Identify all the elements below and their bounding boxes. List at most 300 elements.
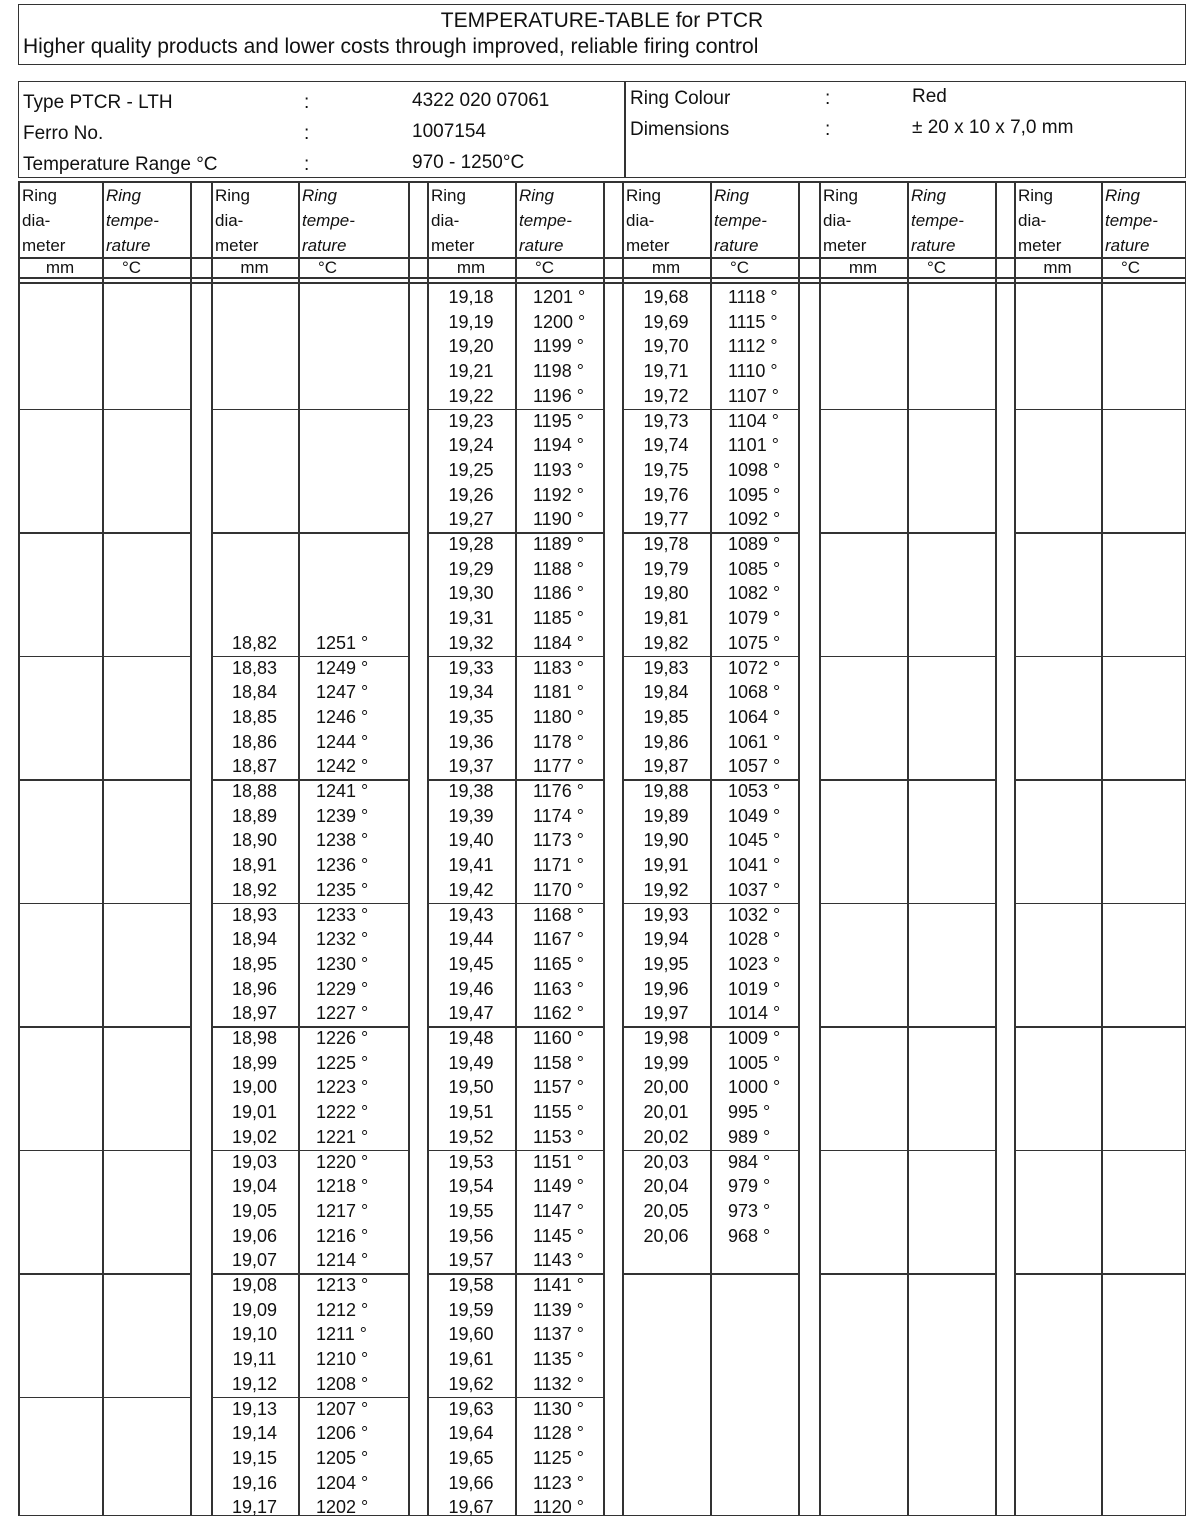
temperature-column-header xyxy=(1105,183,1158,258)
diameter-cell: 19,69 xyxy=(643,311,689,332)
temperature-cell: 1082 ° xyxy=(728,583,781,604)
temperature-cell: 1019 ° xyxy=(728,978,781,999)
temperature-cell: 1205 ° xyxy=(316,1447,369,1468)
group-row-rule xyxy=(1014,903,1186,905)
temperature-cell: 1061 ° xyxy=(728,731,781,752)
temperature-cell: 1195 ° xyxy=(533,410,584,431)
unit-celsius: °C xyxy=(1121,258,1141,277)
diameter-cell: 19,50 xyxy=(448,1077,494,1098)
temperature-cell: 1075 ° xyxy=(728,632,781,653)
temperature-cell: 1045 ° xyxy=(728,830,781,851)
group-row-rule xyxy=(1014,1273,1186,1275)
header-line: Ring xyxy=(22,186,57,205)
diameter-cell: 19,91 xyxy=(643,855,689,876)
temperature-cell: 1249 ° xyxy=(316,657,369,678)
group-row-rule xyxy=(18,779,190,781)
diameter-cell: 19,94 xyxy=(643,929,689,950)
temperature-cell: 1217 ° xyxy=(316,1200,369,1221)
temperature-cell: 1180 ° xyxy=(533,706,584,727)
table-top-rule xyxy=(18,181,1186,183)
diameter-cell: 20,05 xyxy=(643,1200,689,1221)
diameter-cell: 18,92 xyxy=(231,879,278,900)
temperature-cell: 1188 ° xyxy=(533,558,584,579)
temperature-cell: 1241 ° xyxy=(316,781,369,801)
table-vertical-rule xyxy=(515,181,517,1516)
header-line: dia- xyxy=(215,211,244,230)
diameter-cell: 19,75 xyxy=(643,459,689,480)
temperature-cell: 1226 ° xyxy=(316,1028,369,1048)
diameter-cell: 19,55 xyxy=(448,1200,494,1221)
diameter-cell: 19,60 xyxy=(448,1324,494,1345)
diameter-cell: 19,28 xyxy=(448,534,494,554)
temperature-cell: 1085 ° xyxy=(728,558,781,579)
diameter-cell: 19,56 xyxy=(448,1225,494,1246)
temperature-cell: 1216 ° xyxy=(316,1225,369,1246)
diameter-cell: 19,37 xyxy=(448,756,494,777)
dimensions-label: Dimensions xyxy=(630,119,730,140)
temperature-cell: 1165 ° xyxy=(533,953,584,974)
diameter-cell: 19,77 xyxy=(643,509,689,530)
temperature-cell: 1143 ° xyxy=(533,1250,584,1271)
diameter-cell: 18,85 xyxy=(231,706,278,727)
header-line: meter xyxy=(626,236,670,255)
diameter-cell: 19,11 xyxy=(232,1349,277,1370)
temperature-cell: 1137 ° xyxy=(533,1324,584,1345)
diameter-cell: 19,05 xyxy=(231,1200,278,1221)
temperature-cell: 1057 ° xyxy=(728,756,781,777)
diameter-cell: 19,33 xyxy=(448,657,494,678)
temperature-cell: 1186 ° xyxy=(533,583,584,604)
temperature-cell: 1120 ° xyxy=(533,1497,584,1518)
temperature-cell: 1092 ° xyxy=(728,509,781,530)
diameter-cell: 18,91 xyxy=(231,855,278,876)
diameter-cell: 19,86 xyxy=(643,731,689,752)
header-line: Ring xyxy=(302,186,337,205)
diameter-cell: 18,95 xyxy=(231,953,278,974)
group-row-rule xyxy=(819,532,995,534)
diameter-cell: 19,29 xyxy=(448,558,494,579)
diameter-cell: 19,17 xyxy=(231,1497,278,1518)
unit-mm: mm xyxy=(848,258,878,277)
temperature-table xyxy=(18,181,1186,1516)
diameter-cell: 19,41 xyxy=(448,855,494,876)
temperature-cell: 1123 ° xyxy=(533,1472,584,1493)
diameter-cell: 18,97 xyxy=(231,1003,278,1024)
diameter-cell: 19,23 xyxy=(448,410,494,431)
temperature-cell: 1230 ° xyxy=(316,953,369,974)
diameter-cell: 19,09 xyxy=(231,1299,278,1320)
temperature-cell: 1028 ° xyxy=(728,929,781,950)
temperature-cell: 973 ° xyxy=(728,1200,771,1221)
temperature-cell: 1192 ° xyxy=(533,484,584,505)
diameter-cell: 19,83 xyxy=(643,657,689,678)
temperature-cell: 1023 ° xyxy=(728,953,781,974)
temperature-cell: 1110 ° xyxy=(728,361,778,382)
header-line: meter xyxy=(215,236,259,255)
header-line: dia- xyxy=(823,211,852,230)
diameter-cell: 19,89 xyxy=(643,805,689,826)
diameter-cell: 19,26 xyxy=(448,484,494,505)
diameter-cell: 18,87 xyxy=(231,756,278,777)
header-line: meter xyxy=(823,236,867,255)
header-line: Ring xyxy=(519,186,554,205)
diameter-cell: 19,74 xyxy=(643,435,689,456)
header-line: tempe- xyxy=(519,211,572,230)
header-line: Ring xyxy=(911,186,946,205)
diameter-cell: 19,06 xyxy=(231,1225,278,1246)
temperature-cell: 1233 ° xyxy=(316,904,369,925)
temperature-cell: 1220 ° xyxy=(316,1151,369,1172)
temperature-cell: 1009 ° xyxy=(728,1028,781,1048)
range-value: 970 - 1250°C xyxy=(412,152,525,173)
diameter-cell: 19,01 xyxy=(231,1102,278,1123)
diameter-cell: 18,82 xyxy=(231,632,278,653)
header-line: tempe- xyxy=(106,211,159,230)
group-row-rule xyxy=(18,532,190,534)
header-line: Ring xyxy=(1018,186,1053,205)
temperature-cell: 1170 ° xyxy=(533,879,584,900)
temperature-cell: 1239 ° xyxy=(316,805,369,826)
table-vertical-rule xyxy=(1185,181,1187,1516)
temperature-cell: 1098 ° xyxy=(728,459,781,480)
diameter-cell: 19,21 xyxy=(448,361,494,382)
diameter-cell: 19,39 xyxy=(448,805,494,826)
diameter-cell: 19,18 xyxy=(448,287,494,307)
header-line: dia- xyxy=(22,211,51,230)
temperature-cell: 1032 ° xyxy=(728,904,781,925)
group-row-rule xyxy=(819,1150,995,1152)
temperature-cell: 1181 ° xyxy=(533,682,584,703)
diameter-cell: 19,58 xyxy=(448,1275,494,1295)
diameter-cell: 19,47 xyxy=(448,1003,494,1024)
diameter-cell: 19,72 xyxy=(643,385,689,406)
temperature-cell: 1221 ° xyxy=(316,1126,369,1147)
diameter-cell: 19,45 xyxy=(448,953,494,974)
diameter-cell: 19,43 xyxy=(448,904,494,925)
temperature-cell: 1163 ° xyxy=(533,978,584,999)
diameter-cell: 19,88 xyxy=(643,781,689,801)
temperature-cell: 1202 ° xyxy=(316,1497,369,1518)
diameter-cell: 19,35 xyxy=(448,706,494,727)
diameter-cell: 20,00 xyxy=(643,1077,689,1098)
diameter-cell: 19,95 xyxy=(643,953,689,974)
diameter-cell: 19,99 xyxy=(643,1052,689,1073)
header-line: dia- xyxy=(1018,211,1047,230)
diameter-cell: 19,61 xyxy=(448,1349,494,1370)
group-row-rule xyxy=(18,1026,190,1028)
header-line: rature xyxy=(302,236,347,255)
header-line: rature xyxy=(714,236,759,255)
header-line: tempe- xyxy=(1105,211,1158,230)
group-row-rule xyxy=(211,532,408,534)
temperature-cell: 1185 ° xyxy=(533,608,584,629)
colour-label: Ring Colour xyxy=(630,88,731,109)
group-row-rule xyxy=(819,1273,995,1275)
header-line: Ring xyxy=(823,186,858,205)
unit-celsius: °C xyxy=(122,258,142,277)
diameter-cell: 19,07 xyxy=(231,1250,278,1271)
temperature-cell: 1104 ° xyxy=(728,410,779,431)
diameter-cell: 20,02 xyxy=(643,1126,689,1147)
unit-celsius: °C xyxy=(535,258,555,277)
range-separator: : xyxy=(304,154,310,175)
temperature-column-header xyxy=(106,183,159,258)
diameter-cell: 19,81 xyxy=(643,608,689,629)
type-separator: : xyxy=(304,92,310,113)
temperature-cell: 1173 ° xyxy=(533,830,584,851)
temperature-cell: 1167 ° xyxy=(533,929,584,950)
group-row-rule xyxy=(1014,1026,1186,1028)
diameter-cell: 20,04 xyxy=(643,1176,689,1197)
diameter-cell: 18,88 xyxy=(231,781,278,801)
temperature-cell: 1218 ° xyxy=(316,1176,369,1197)
temperature-cell: 1064 ° xyxy=(728,706,781,727)
temperature-cell: 1183 ° xyxy=(533,657,584,678)
group-row-rule xyxy=(1014,656,1186,658)
title-box xyxy=(18,4,1186,65)
colour-value: Red xyxy=(912,86,947,107)
diameter-cell: 19,87 xyxy=(643,756,689,777)
temperature-cell: 1242 ° xyxy=(316,756,369,777)
group-row-rule xyxy=(819,779,995,781)
header-line: tempe- xyxy=(911,211,964,230)
unit-mm: mm xyxy=(1043,258,1072,277)
temperature-cell: 1206 ° xyxy=(316,1423,369,1444)
header-line: Ring xyxy=(215,186,250,205)
diameter-cell: 19,30 xyxy=(448,583,494,604)
header-line: tempe- xyxy=(714,211,767,230)
diameter-column-header xyxy=(1018,183,1061,258)
temperature-cell: 1244 ° xyxy=(316,731,369,752)
group-row-rule xyxy=(211,409,408,411)
temperature-cell: 1198 ° xyxy=(533,361,584,382)
temperature-cell: 1145 ° xyxy=(533,1225,584,1246)
group-row-rule xyxy=(1014,1150,1186,1152)
temperature-cell: 1184 ° xyxy=(533,632,584,653)
units-rule-double xyxy=(18,282,1186,284)
temperature-cell: 968 ° xyxy=(728,1225,771,1246)
header-line: dia- xyxy=(431,211,460,230)
diameter-cell: 19,19 xyxy=(448,311,494,332)
table-vertical-rule xyxy=(298,181,300,1516)
temperature-column-header xyxy=(911,183,964,258)
temperature-cell: 1049 ° xyxy=(728,805,781,826)
temperature-cell: 1189 ° xyxy=(533,534,584,554)
temperature-cell: 1232 ° xyxy=(316,929,369,950)
table-vertical-rule xyxy=(907,181,909,1516)
temperature-cell: 1246 ° xyxy=(316,706,369,727)
diameter-cell: 19,10 xyxy=(231,1324,278,1345)
ferro-value: 1007154 xyxy=(412,121,486,142)
temperature-cell: 1155 ° xyxy=(533,1102,584,1123)
temperature-cell: 1041 ° xyxy=(728,855,781,876)
header-line: Ring xyxy=(714,186,749,205)
diameter-cell: 18,83 xyxy=(231,657,278,678)
diameter-cell: 18,98 xyxy=(231,1028,278,1048)
dimensions-value: ± 20 x 10 x 7,0 mm xyxy=(912,117,1074,138)
unit-mm: mm xyxy=(456,258,486,277)
temperature-cell: 1000 ° xyxy=(728,1077,781,1098)
type-label: Type PTCR - LTH xyxy=(23,92,173,113)
group-row-rule xyxy=(18,1150,190,1152)
dimensions-separator: : xyxy=(825,119,831,140)
diameter-cell: 19,57 xyxy=(448,1250,494,1271)
temperature-cell: 1207 ° xyxy=(316,1398,369,1419)
diameter-cell: 19,16 xyxy=(231,1472,278,1493)
diameter-cell: 19,96 xyxy=(643,978,689,999)
diameter-cell: 19,82 xyxy=(643,632,689,653)
temperature-cell: 979 ° xyxy=(728,1176,771,1197)
temperature-cell: 1199 ° xyxy=(533,336,584,357)
header-line: dia- xyxy=(626,211,655,230)
group-row-rule xyxy=(1014,779,1186,781)
temperature-cell: 995 ° xyxy=(728,1102,771,1123)
group-row-rule xyxy=(1014,409,1186,411)
temperature-cell: 1238 ° xyxy=(316,830,369,851)
temperature-cell: 1128 ° xyxy=(533,1423,584,1444)
temperature-cell: 1115 ° xyxy=(728,311,778,332)
diameter-cell: 19,08 xyxy=(231,1275,278,1295)
header-line: Ring xyxy=(1105,186,1140,205)
temperature-cell: 1247 ° xyxy=(316,682,369,703)
temperature-cell: 1072 ° xyxy=(728,657,781,678)
diameter-cell: 19,90 xyxy=(643,830,689,851)
temperature-cell: 1079 ° xyxy=(728,608,781,629)
diameter-cell: 19,13 xyxy=(231,1398,278,1419)
temperature-cell: 1118 ° xyxy=(728,287,778,307)
header-line: tempe- xyxy=(302,211,355,230)
unit-mm: mm xyxy=(240,258,269,277)
temperature-cell: 1210 ° xyxy=(316,1349,369,1370)
temperature-cell: 1223 ° xyxy=(316,1077,369,1098)
temperature-cell: 1193 ° xyxy=(533,459,584,480)
product-info-box xyxy=(18,81,1186,178)
header-line: meter xyxy=(22,236,66,255)
diameter-cell: 19,66 xyxy=(448,1472,494,1493)
diameter-cell: 19,24 xyxy=(448,435,494,456)
units-rule xyxy=(18,277,1186,279)
temperature-cell: 1176 ° xyxy=(533,781,584,801)
diameter-cell: 19,63 xyxy=(448,1398,494,1419)
diameter-column-header xyxy=(626,183,669,258)
temperature-cell: 1178 ° xyxy=(533,731,584,752)
diameter-column-header xyxy=(22,183,65,258)
page-title: TEMPERATURE-TABLE for PTCR xyxy=(440,9,764,32)
temperature-cell: 1101 ° xyxy=(728,435,779,456)
ferro-separator: : xyxy=(304,123,310,144)
table-vertical-rule xyxy=(995,181,997,1516)
temperature-cell: 1147 ° xyxy=(533,1200,584,1221)
diameter-cell: 18,96 xyxy=(231,978,278,999)
temperature-cell: 1139 ° xyxy=(533,1299,584,1320)
temperature-cell: 1177 ° xyxy=(533,756,584,777)
temperature-cell: 1158 ° xyxy=(533,1052,584,1073)
diameter-cell: 19,31 xyxy=(448,608,494,629)
temperature-cell: 1201 ° xyxy=(533,287,586,307)
diameter-cell: 19,52 xyxy=(448,1126,494,1147)
temperature-cell: 1153 ° xyxy=(533,1126,584,1147)
temperature-column-header xyxy=(519,183,572,258)
temperature-cell: 1107 ° xyxy=(728,385,779,406)
diameter-cell: 18,86 xyxy=(231,731,278,752)
diameter-cell: 19,00 xyxy=(231,1077,278,1098)
temperature-cell: 1222 ° xyxy=(316,1102,369,1123)
unit-celsius: °C xyxy=(927,258,947,277)
diameter-cell: 19,42 xyxy=(448,879,494,900)
group-row-rule xyxy=(18,409,190,411)
temperature-cell: 1037 ° xyxy=(728,879,781,900)
temperature-cell: 1190 ° xyxy=(533,509,584,530)
diameter-cell: 19,62 xyxy=(448,1373,494,1394)
temperature-cell: 1208 ° xyxy=(316,1373,369,1394)
table-vertical-rule xyxy=(603,181,605,1516)
temperature-cell: 1162 ° xyxy=(533,1003,584,1024)
group-row-rule xyxy=(18,1397,190,1399)
unit-celsius: °C xyxy=(318,258,338,277)
page-subtitle: Higher quality products and lower costs through improved, reliable firing control xyxy=(23,35,759,58)
group-row-rule xyxy=(18,903,190,905)
diameter-cell: 19,76 xyxy=(643,484,689,505)
diameter-cell: 19,03 xyxy=(231,1151,278,1172)
temperature-cell: 1112 ° xyxy=(728,336,778,357)
table-vertical-rule xyxy=(1101,181,1103,1516)
diameter-cell: 19,40 xyxy=(448,830,494,851)
group-row-rule xyxy=(18,656,190,658)
temperature-cell: 1160 ° xyxy=(533,1028,584,1048)
diameter-cell: 19,64 xyxy=(448,1423,494,1444)
table-vertical-rule xyxy=(102,181,104,1516)
diameter-cell: 19,22 xyxy=(448,385,494,406)
temperature-cell: 1132 ° xyxy=(533,1373,584,1394)
temperature-cell: 1157 ° xyxy=(533,1077,584,1098)
diameter-column-header xyxy=(823,183,866,258)
diameter-cell: 19,79 xyxy=(643,558,689,579)
diameter-cell: 19,65 xyxy=(448,1447,494,1468)
diameter-cell: 19,32 xyxy=(448,632,494,653)
diameter-cell: 19,49 xyxy=(448,1052,494,1073)
temperature-cell: 1212 ° xyxy=(316,1299,369,1320)
table-vertical-rule xyxy=(18,181,20,1516)
temperature-cell: 1053 ° xyxy=(728,781,781,801)
diameter-cell: 20,03 xyxy=(643,1151,689,1172)
diameter-cell: 19,97 xyxy=(643,1003,689,1024)
temperature-cell: 1236 ° xyxy=(316,855,369,876)
table-vertical-rule xyxy=(798,181,800,1516)
unit-mm: mm xyxy=(651,258,681,277)
group-row-rule xyxy=(819,903,995,905)
temperature-cell: 984 ° xyxy=(728,1151,771,1172)
diameter-cell: 19,15 xyxy=(231,1447,278,1468)
info-divider xyxy=(624,82,626,177)
diameter-cell: 19,54 xyxy=(448,1176,494,1197)
temperature-cell: 989 ° xyxy=(728,1126,771,1147)
temperature-cell: 1125 ° xyxy=(533,1447,584,1468)
temperature-cell: 1174 ° xyxy=(533,805,584,826)
diameter-cell: 19,14 xyxy=(231,1423,278,1444)
diameter-cell: 19,70 xyxy=(643,336,689,357)
temperature-cell: 1214 ° xyxy=(316,1250,369,1271)
group-row-rule xyxy=(819,1026,995,1028)
diameter-cell: 19,84 xyxy=(643,682,689,703)
temperature-cell: 1095 ° xyxy=(728,484,781,505)
diameter-cell: 19,20 xyxy=(448,336,494,357)
diameter-cell: 19,92 xyxy=(643,879,689,900)
diameter-cell: 19,71 xyxy=(643,361,689,382)
type-value: 4322 020 07061 xyxy=(412,90,550,111)
temperature-cell: 1089 ° xyxy=(728,534,781,554)
temperature-cell: 1204 ° xyxy=(316,1472,369,1493)
temperature-cell: 1211 ° xyxy=(316,1324,367,1345)
